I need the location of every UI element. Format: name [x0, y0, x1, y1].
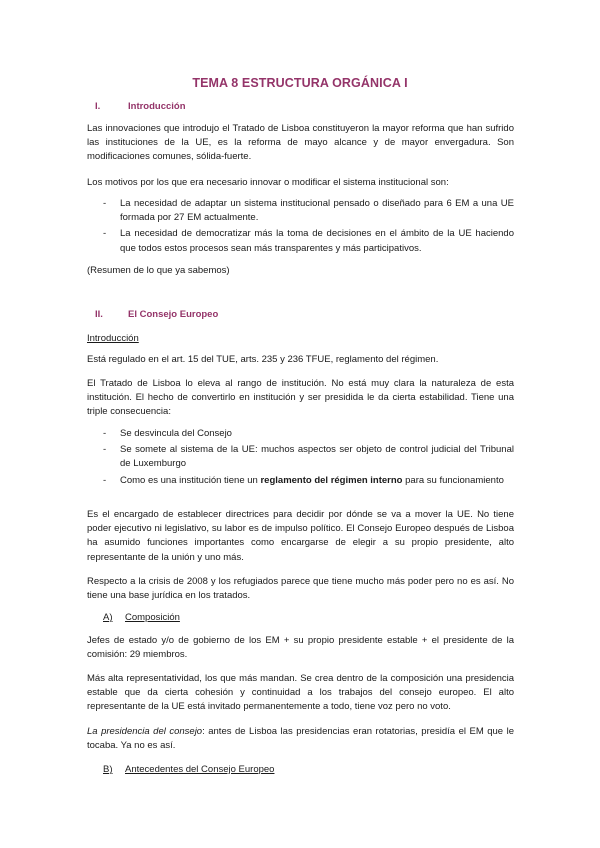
section-title: Introducción: [128, 101, 186, 112]
paragraph-text: Las innovaciones que introdujo el Tratado de Lisboa constituyeron la mayor reforma que han sufrido las instituciones de la UE, es la reforma de mayo alcance y de mayor envergadura. Son modificaciones comunes, sólida-fuerte.: [87, 123, 514, 163]
section-heading-consejo-europeo: [87, 309, 218, 320]
intro-paragraph-2: [87, 176, 514, 190]
consejo-paragraph-7: [87, 725, 514, 753]
paragraph-text: Los motivos por los que era necesario innovar o modificar el sistema institucional son:: [87, 177, 449, 188]
paragraph-text: La presidencia del consejo: antes de Lisboa las presidencias eran rotatorias, presidía el EM que le tocaba. Ya no es así.: [87, 726, 514, 752]
consejo-paragraph-4: [87, 575, 514, 603]
list-item: - Como es una institución tiene un reglamento del régimen interno para su funcionamiento: [103, 474, 504, 486]
paragraph-text: (Resumen de lo que ya sabemos): [87, 265, 230, 276]
intro-bullet-list: [103, 197, 514, 256]
subsection-heading-antecedentes: [103, 764, 274, 775]
consejo-paragraph-1: [87, 353, 514, 367]
document-title: TEMA 8 ESTRUCTURA ORGÁNICA I: [192, 76, 408, 90]
paragraph-text: Más alta representatividad, los que más mandan. Se crea dentro de la composición una presidencia estable que da cierta cohesión y continuidad a los trabajos del consejo europeo. El alto representante de la UE está invitado permanentemente a todo, tiene voz pero no voto.: [87, 673, 514, 713]
list-item: - La necesidad de adaptar un sistema institucional pensado o diseñado para 6 EM a una UE formada por 27 EM actualmente.: [103, 198, 514, 224]
subheading-introduccion: [87, 332, 514, 346]
subsection-heading-composicion: [103, 612, 180, 623]
bold-text: reglamento del régimen interno: [260, 474, 403, 486]
subsection-label: B): [103, 764, 113, 775]
list-item: - La necesidad de democratizar más la toma de decisiones en el ámbito de la UE haciendo que todos estos procesos sean más transparentes y más participativos.: [103, 228, 514, 254]
italic-text: La presidencia del consejo: [87, 726, 203, 737]
subsection-label: A): [103, 612, 113, 623]
consejo-paragraph-5: [87, 634, 514, 662]
section-heading-introduccion: [87, 101, 186, 112]
list-item: - Se somete al sistema de la UE: muchos aspectos ser objeto de control judicial del Tribunal de Luxemburgo: [103, 444, 514, 470]
paragraph-text: Está regulado en el art. 15 del TUE, arts. 235 y 236 TFUE, reglamento del régimen.: [87, 354, 439, 365]
intro-paragraph-1: [87, 122, 514, 165]
section-number: II.: [95, 309, 103, 320]
section-title: El Consejo Europeo: [128, 309, 219, 320]
paragraph-text: Jefes de estado y/o de gobierno de los EM + su propio presidente estable + el presidente de la comisión: 29 miembros.: [87, 635, 514, 661]
subheading-text: Introducción: [87, 333, 139, 344]
paragraph-text: Es el encargado de establecer directrices para decidir por dónde se va a mover la UE. No tiene poder ejecutivo ni legislativo, su labor es de impulso político. El Consejo Europeo después de Lisboa ha asumido funciones importantes como encargarse de elegir a su propio presidente, alto representante de la unión y uno más.: [87, 509, 514, 563]
intro-paragraph-3: [87, 264, 514, 278]
consejo-bullet-list: [103, 427, 514, 488]
subsection-title: Antecedentes del Consejo Europeo: [125, 764, 275, 775]
subsection-title: Composición: [125, 612, 180, 623]
consejo-paragraph-3: [87, 508, 514, 565]
paragraph-text: Respecto a la crisis de 2008 y los refugiados parece que tiene mucho más poder pero no es así. No tiene una base jurídica en los tratados.: [87, 576, 514, 602]
section-number: I.: [95, 101, 101, 112]
list-item: - Se desvincula del Consejo: [103, 428, 232, 439]
consejo-paragraph-2: [87, 377, 514, 420]
consejo-paragraph-6: [87, 672, 514, 715]
paragraph-text: El Tratado de Lisboa lo eleva al rango de institución. No está muy clara la naturaleza de esta institución. El hecho de convertirlo en institución y ser presidida le da cierta estabilidad. Tiene una triple consecuencia:: [87, 378, 514, 418]
